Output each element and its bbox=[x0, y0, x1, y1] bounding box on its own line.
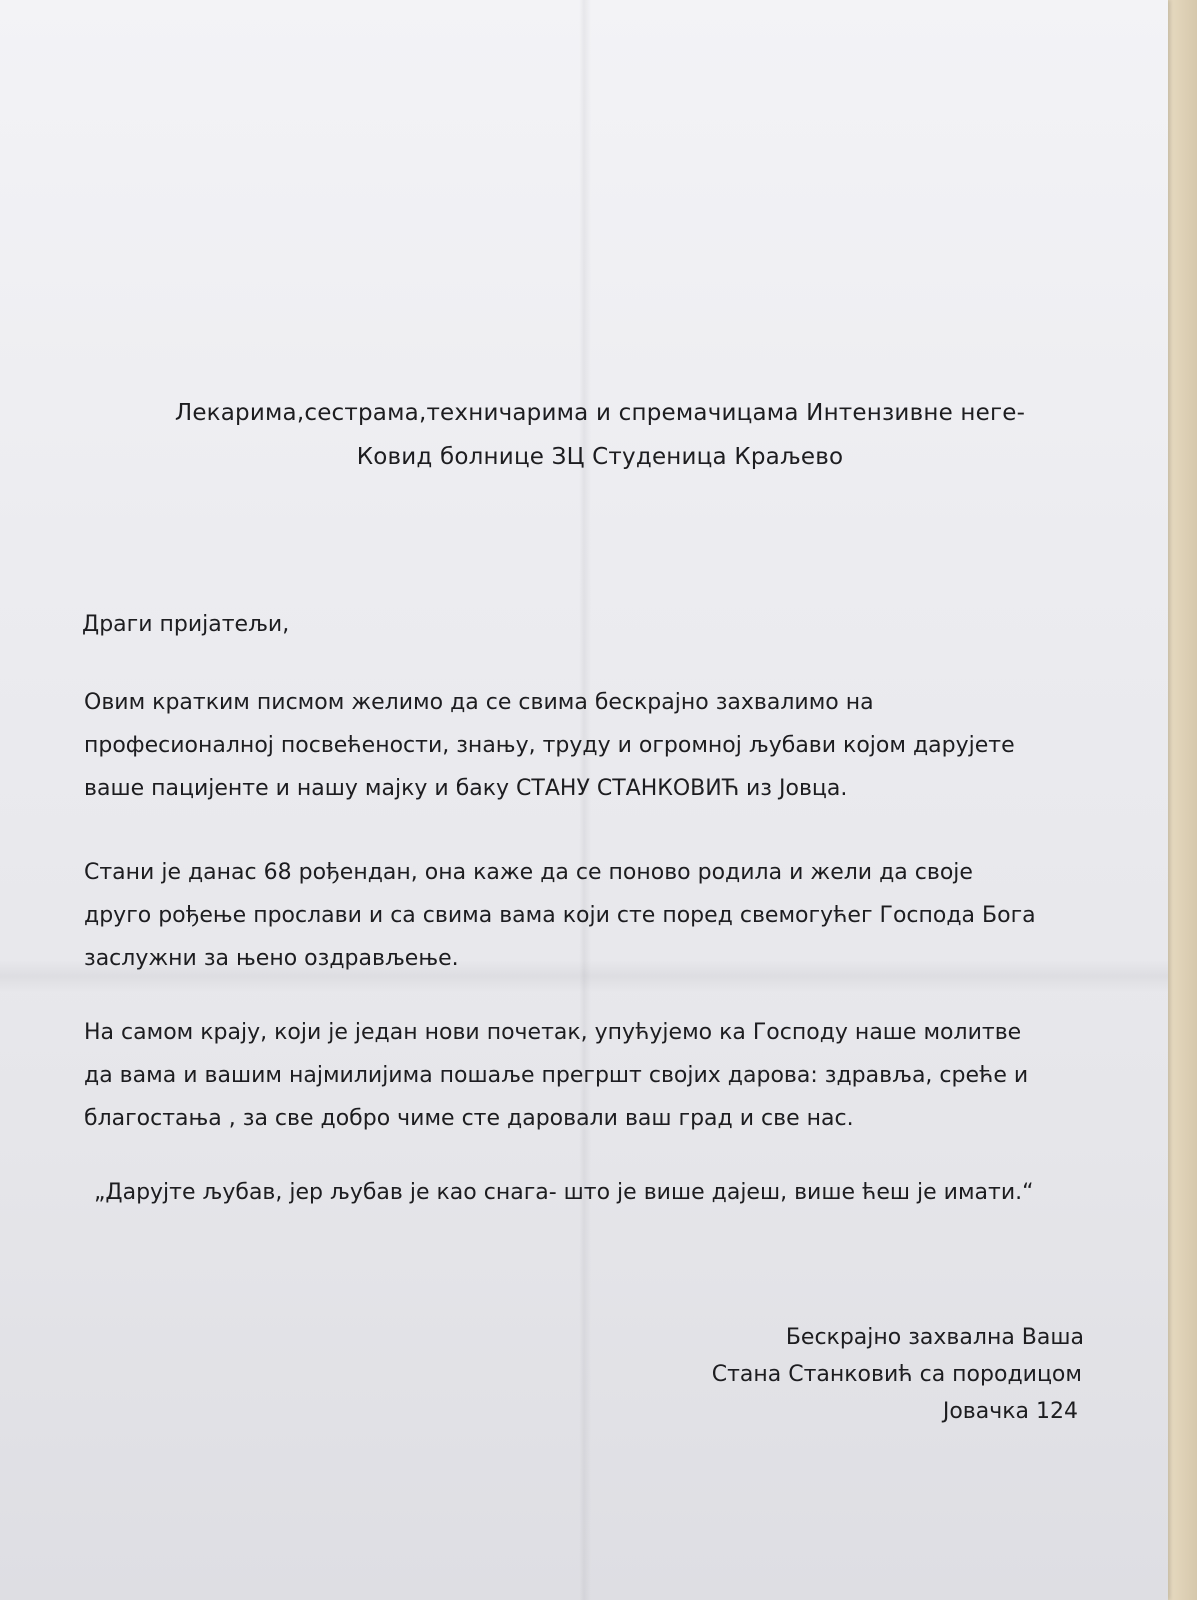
salutation: Драги пријатељи, bbox=[82, 612, 290, 637]
paragraph-birthday bbox=[84, 851, 1124, 980]
paragraph-line: да вама и вашим најмилијима пошаље прегршт својих дарова: здравља, среће и bbox=[84, 1063, 1029, 1088]
paragraph-line: професионалној посвећености, знању, труду и огромној љубави којом дарујете bbox=[84, 733, 1015, 758]
closing-quote: „Дарујте љубав, јер љубав је као снага- што је више дајеш, више ћеш је имати.“ bbox=[94, 1180, 1034, 1205]
paragraph-line: На самом крају, који је један нови почетак, упућујемо ка Господу наше молитве bbox=[84, 1020, 1022, 1045]
paragraph-line: Овим кратким писмом желимо да се свима бескрајно захвалимо на bbox=[84, 690, 874, 715]
signature-line-1: Бескрајно захвална Ваша bbox=[785, 1325, 1084, 1350]
letter-heading-line-2: Ковид болнице ЗЦ Студеница Краљево bbox=[356, 444, 844, 470]
letter-heading-line-1: Лекарима,сестрама,техничарима и спремачицама Интензивне неге- bbox=[174, 400, 1026, 426]
signature-address: Јовачка 124 bbox=[942, 1399, 1078, 1424]
paragraph-line: заслужни за њено оздрављење. bbox=[84, 946, 459, 971]
paragraph-line: благостања , за све добро чиме сте даровали ваш град и све нас. bbox=[84, 1106, 854, 1131]
paragraph-thanks bbox=[84, 681, 1124, 810]
paragraph-line: Стани је данас 68 рођендан, она каже да се поново родила и жели да своје bbox=[84, 860, 973, 885]
paragraph-line: ваше пацијенте и нашу мајку и баку СТАНУ СТАНКОВИЋ из Јовца. bbox=[84, 776, 848, 801]
paragraph-prayer bbox=[84, 1011, 1124, 1140]
paragraph-line: друго рођење прослави и са свима вама који сте поред свемогућег Господа Бога bbox=[84, 903, 1036, 928]
signature-line-2: Стана Станковић са породицом bbox=[711, 1362, 1082, 1387]
